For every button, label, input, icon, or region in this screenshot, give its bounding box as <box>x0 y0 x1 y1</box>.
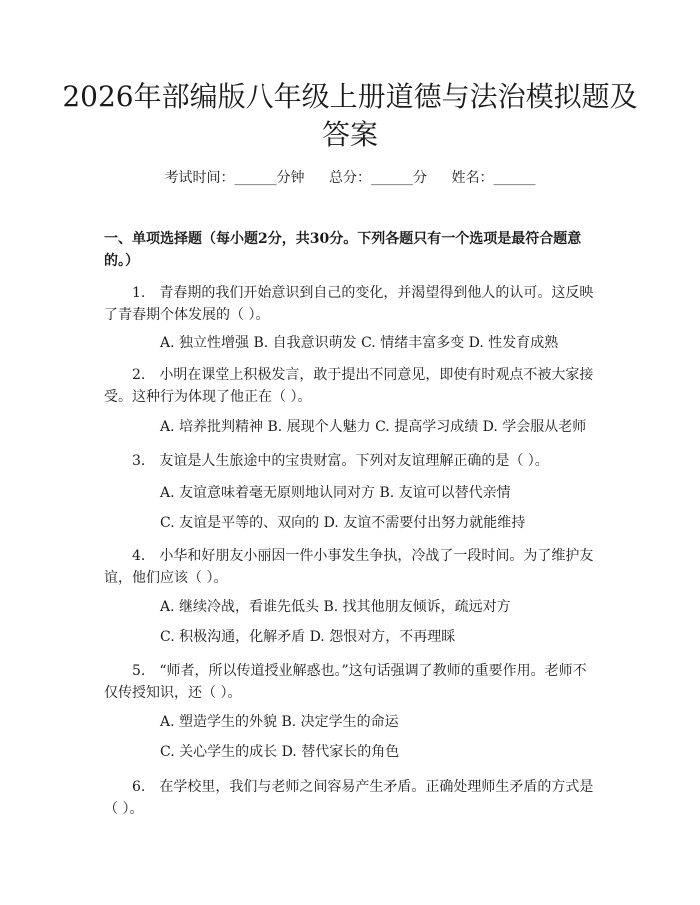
question-2-options: A. 培养批判精神 B. 展现个人魅力 C. 提高学习成绩 D. 学会服从老师 <box>160 419 587 435</box>
exam-score: 总分：______分 <box>329 170 427 186</box>
question-3: 3. 友谊是人生旅途中的宝贵财富。下列对友谊理解正确的是（ ）。 <box>132 453 549 469</box>
exam-info <box>0 168 700 188</box>
question-6: 6. 在学校里，我们与老师之间容易产生矛盾。正确处理师生矛盾的方式是（ ）。 <box>104 779 594 817</box>
section-heading: 一、单项选择题（每小题2分，共30分。下列各题只有一个选项是最符合题意的。） <box>104 231 582 269</box>
question-5-options-row-2: C. 关心学生的成长 D. 替代家长的角色 <box>160 744 400 760</box>
question-1-options: A. 独立性增强 B. 自我意识萌发 C. 情绪丰富多变 D. 性发育成熟 <box>160 335 559 351</box>
document-title: 2026年部编版八年级上册道德与法治模拟题及答案 <box>62 80 638 151</box>
question-4: 4. 小华和好朋友小丽因一件小事发生争执，冷战了一段时间。为了维护友谊，他们应该（ ）。 <box>104 548 594 586</box>
question-3-options-row-1: A. 友谊意味着毫无原则地认同对方 B. 友谊可以替代亲情 <box>160 485 511 501</box>
exam-time: 考试时间：______分钟 <box>164 170 305 186</box>
question-4-options-row-2: C. 积极沟通，化解矛盾 D. 怨恨对方，不再理睬 <box>160 629 456 645</box>
question-1: 1. 青春期的我们开始意识到自己的变化，并渴望得到他人的认可。这反映了青春期个体发展的（ ）。 <box>104 285 594 323</box>
question-4-options-row-1: A. 继续冷战，看谁先低头 B. 找其他朋友倾诉，疏远对方 <box>160 599 511 615</box>
question-3-options-row-2: C. 友谊是平等的、双向的 D. 友谊不需要付出努力就能维持 <box>160 515 526 531</box>
exam-name: 姓名：______ <box>451 170 536 186</box>
question-5: 5. “师者，所以传道授业解惑也。”这句话强调了教师的重要作用。老师不仅传授知识，还（ ）。 <box>104 663 587 701</box>
question-2: 2. 小明在课堂上积极发言，敢于提出不同意见，即使有时观点不被大家接受。这种行为体现了他正在（ ）。 <box>104 367 594 405</box>
question-5-options-row-1: A. 塑造学生的外貌 B. 决定学生的命运 <box>160 714 399 730</box>
